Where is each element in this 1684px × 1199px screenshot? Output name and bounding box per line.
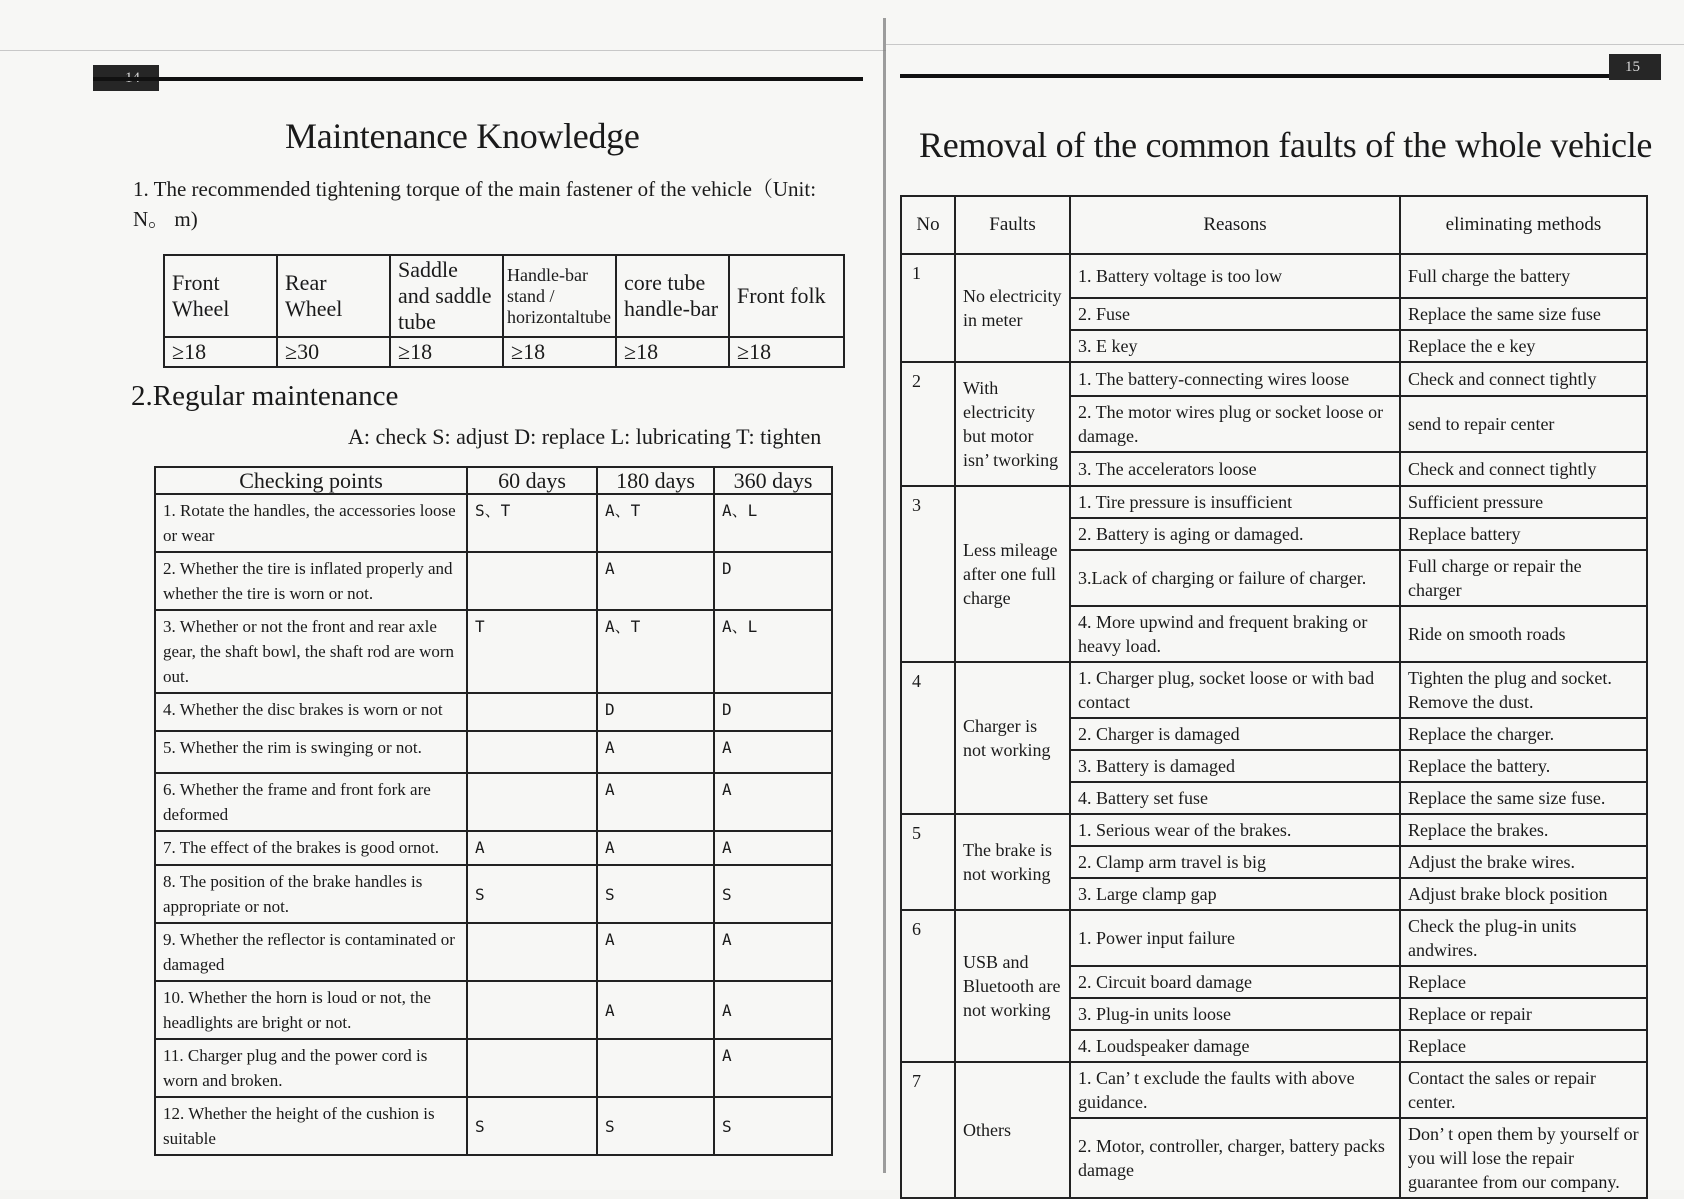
fault-method-cell: Adjust the brake wires. <box>1400 846 1647 878</box>
fault-name-cell: With electricity but motor isn’ tworking <box>955 362 1070 486</box>
torque-heading: 1. The recommended tightening torque of the main fastener of the vehicle（Unit: N。 m) <box>133 177 817 231</box>
fault-reason-cell: 3. E key <box>1070 330 1400 362</box>
faults-table-body <box>901 254 1647 1198</box>
maintenance-legend: A: check S: adjust D: replace L: lubricating T: tighten <box>348 424 822 449</box>
fault-number-cell: 3 <box>901 486 955 662</box>
fault-number-cell: 7 <box>901 1062 955 1198</box>
interval-d360-cell: A <box>714 831 832 865</box>
maintenance-table <box>154 466 833 1156</box>
fault-method-cell: Check the plug-in units andwires. <box>1400 910 1647 966</box>
interval-d180-cell: D <box>597 693 714 731</box>
page-title: Removal of the common faults of the whole vehicle <box>919 125 1653 165</box>
interval-d360-cell: S <box>714 865 832 923</box>
fault-method-cell: Sufficient pressure <box>1400 486 1647 518</box>
interval-d180-cell: S <box>597 865 714 923</box>
fault-reason-cell: 1. The battery-connecting wires loose <box>1070 362 1400 396</box>
fault-reason-cell: 3. Plug-in units loose <box>1070 998 1400 1030</box>
fault-number-cell: 6 <box>901 910 955 1062</box>
checking-point-cell: 2. Whether the tire is inflated properly and whether the tire is worn or not. <box>155 552 467 610</box>
faults-header-cell: No <box>901 196 955 254</box>
maintenance-row <box>155 923 832 981</box>
faults-header-row <box>901 196 1647 254</box>
fault-reason-cell: 1. Serious wear of the brakes. <box>1070 814 1400 846</box>
fault-method-cell: Ride on smooth roads <box>1400 606 1647 662</box>
interval-d180-cell: A、T <box>597 494 714 552</box>
torque-header-cell: core tube handle-bar <box>616 255 729 337</box>
maintenance-header-cell: 60 days <box>467 467 597 494</box>
interval-d360-cell: A、L <box>714 494 832 552</box>
maintenance-row <box>155 693 832 731</box>
interval-d60-cell <box>467 731 597 773</box>
fault-name-cell: Others <box>955 1062 1070 1198</box>
header-rule <box>900 74 1639 78</box>
checking-point-cell: 6. Whether the frame and front fork are deformed <box>155 773 467 831</box>
interval-d360-cell: A <box>714 731 832 773</box>
faults-table <box>900 195 1648 1199</box>
fault-number-cell: 4 <box>901 662 955 814</box>
fault-method-cell: Replace <box>1400 1030 1647 1062</box>
maintenance-header-row <box>155 467 832 494</box>
fault-method-cell: Contact the sales or repair center. <box>1400 1062 1647 1118</box>
fault-row <box>901 362 1647 396</box>
fault-reason-cell: 2. Battery is aging or damaged. <box>1070 518 1400 550</box>
torque-header-cell: Rear Wheel <box>277 255 390 337</box>
fault-row <box>901 254 1647 298</box>
maintenance-row <box>155 731 832 773</box>
fault-number-cell: 5 <box>901 814 955 910</box>
interval-d360-cell: A、L <box>714 610 832 693</box>
checking-point-cell: 4. Whether the disc brakes is worn or not <box>155 693 467 731</box>
fault-reason-cell: 1. Can’ t exclude the faults with above guidance. <box>1070 1062 1400 1118</box>
fault-method-cell: Full charge the battery <box>1400 254 1647 298</box>
fault-method-cell: Replace battery <box>1400 518 1647 550</box>
torque-value-cell: ≥18 <box>616 337 729 367</box>
torque-value-cell: ≥18 <box>503 337 616 367</box>
checking-point-cell: 1. Rotate the handles, the accessories loose or wear <box>155 494 467 552</box>
fault-reason-cell: 4. Loudspeaker damage <box>1070 1030 1400 1062</box>
interval-d360-cell: A <box>714 923 832 981</box>
interval-d180-cell: A <box>597 981 714 1039</box>
fault-reason-cell: 4. More upwind and frequent braking or heavy load. <box>1070 606 1400 662</box>
interval-d180-cell: A <box>597 923 714 981</box>
checking-point-cell: 12. Whether the height of the cushion is suitable <box>155 1097 467 1155</box>
faults-header-cell: Faults <box>955 196 1070 254</box>
torque-value-cell: ≥30 <box>277 337 390 367</box>
maintenance-row <box>155 865 832 923</box>
interval-d180-cell: A <box>597 731 714 773</box>
page-number-tab <box>1609 54 1661 80</box>
fault-reason-cell: 1. Tire pressure is insufficient <box>1070 486 1400 518</box>
fault-name-cell: Charger is not working <box>955 662 1070 814</box>
fault-reason-cell: 4. Battery set fuse <box>1070 782 1400 814</box>
fault-reason-cell: 2. Clamp arm travel is big <box>1070 846 1400 878</box>
fault-method-cell: Replace the brakes. <box>1400 814 1647 846</box>
interval-d60-cell: A <box>467 831 597 865</box>
fault-method-cell: Replace the charger. <box>1400 718 1647 750</box>
torque-value-row <box>164 337 844 367</box>
interval-d60-cell <box>467 552 597 610</box>
interval-d360-cell: A <box>714 773 832 831</box>
interval-d360-cell: S <box>714 1097 832 1155</box>
fault-reason-cell: 2. Charger is damaged <box>1070 718 1400 750</box>
fault-reason-cell: 3. Battery is damaged <box>1070 750 1400 782</box>
torque-value-cell: ≥18 <box>390 337 503 367</box>
maintenance-row <box>155 1039 832 1097</box>
fault-method-cell: Full charge or repair the charger <box>1400 550 1647 606</box>
maintenance-header-cell: Checking points <box>155 467 467 494</box>
torque-value-cell: ≥18 <box>729 337 844 367</box>
maintenance-row <box>155 552 832 610</box>
fault-reason-cell: 3. The accelerators loose <box>1070 452 1400 486</box>
interval-d180-cell: A <box>597 552 714 610</box>
scan-line <box>886 44 1684 45</box>
maintenance-row <box>155 1097 832 1155</box>
torque-header-cell: Saddle and saddle tube <box>390 255 503 337</box>
right-page <box>886 0 1684 1190</box>
maintenance-row <box>155 610 832 693</box>
checking-point-cell: 8. The position of the brake handles is appropriate or not. <box>155 865 467 923</box>
interval-d180-cell: S <box>597 1097 714 1155</box>
torque-header-cell: Front Wheel <box>164 255 277 337</box>
interval-d360-cell: A <box>714 981 832 1039</box>
fault-method-cell: Adjust brake block position <box>1400 878 1647 910</box>
maintenance-row <box>155 831 832 865</box>
fault-name-cell: Less mileage after one full charge <box>955 486 1070 662</box>
interval-d360-cell: D <box>714 693 832 731</box>
fault-method-cell: Check and connect tightly <box>1400 362 1647 396</box>
regular-maintenance-heading: 2.Regular maintenance <box>131 380 399 412</box>
fault-reason-cell: 3.Lack of charging or failure of charger. <box>1070 550 1400 606</box>
torque-header-cell: Handle-bar stand / horizontaltube <box>503 255 616 337</box>
fault-reason-cell: 2. The motor wires plug or socket loose or damage. <box>1070 396 1400 452</box>
interval-d180-cell: A <box>597 773 714 831</box>
torque-header-cell: Front folk <box>729 255 844 337</box>
interval-d180-cell: A、T <box>597 610 714 693</box>
checking-point-cell: 9. Whether the reflector is contaminated or damaged <box>155 923 467 981</box>
scan-line <box>0 50 886 51</box>
fault-method-cell: Replace the battery. <box>1400 750 1647 782</box>
fault-name-cell: USB and Bluetooth are not working <box>955 910 1070 1062</box>
checking-point-cell: 10. Whether the horn is loud or not, the headlights are bright or not. <box>155 981 467 1039</box>
fault-row <box>901 1062 1647 1118</box>
checking-point-cell: 3. Whether or not the front and rear axle gear, the shaft bowl, the shaft rod are worn out. <box>155 610 467 693</box>
fault-reason-cell: 1. Power input failure <box>1070 910 1400 966</box>
fault-method-cell: Don’ t open them by yourself or you will lose the repair guarantee from our company. <box>1400 1118 1647 1198</box>
interval-d360-cell: D <box>714 552 832 610</box>
page-title: Maintenance Knowledge <box>285 116 640 156</box>
maintenance-row <box>155 494 832 552</box>
fault-row <box>901 486 1647 518</box>
interval-d60-cell: S <box>467 1097 597 1155</box>
fault-reason-cell: 1. Charger plug, socket loose or with bad contact <box>1070 662 1400 718</box>
fault-row <box>901 814 1647 846</box>
fault-row <box>901 662 1647 718</box>
fault-method-cell: Replace or repair <box>1400 998 1647 1030</box>
maintenance-table-body <box>155 494 832 1155</box>
fault-method-cell: Check and connect tightly <box>1400 452 1647 486</box>
torque-header-row <box>164 255 844 337</box>
fault-method-cell: Tighten the plug and socket. Remove the dust. <box>1400 662 1647 718</box>
maintenance-header-cell: 360 days <box>714 467 832 494</box>
checking-point-cell: 5. Whether the rim is swinging or not. <box>155 731 467 773</box>
fault-method-cell: Replace the same size fuse <box>1400 298 1647 330</box>
checking-point-cell: 11. Charger plug and the power cord is worn and broken. <box>155 1039 467 1097</box>
faults-header-cell: Reasons <box>1070 196 1400 254</box>
fault-method-cell: Replace the same size fuse. <box>1400 782 1647 814</box>
torque-value-cell: ≥18 <box>164 337 277 367</box>
fault-method-cell: send to repair center <box>1400 396 1647 452</box>
interval-d60-cell: S、T <box>467 494 597 552</box>
header-rule <box>93 77 863 81</box>
interval-d60-cell <box>467 693 597 731</box>
fault-name-cell: The brake is not working <box>955 814 1070 910</box>
fault-reason-cell: 1. Battery voltage is too low <box>1070 254 1400 298</box>
interval-d60-cell: T <box>467 610 597 693</box>
interval-d60-cell <box>467 923 597 981</box>
torque-table <box>163 254 845 368</box>
fault-name-cell: No electricity in meter <box>955 254 1070 362</box>
interval-d360-cell: A <box>714 1039 832 1097</box>
fault-reason-cell: 3. Large clamp gap <box>1070 878 1400 910</box>
interval-d60-cell <box>467 981 597 1039</box>
checking-point-cell: 7. The effect of the brakes is good ornot. <box>155 831 467 865</box>
interval-d180-cell: A <box>597 831 714 865</box>
page-number: 15 <box>1625 59 1640 75</box>
maintenance-header-cell: 180 days <box>597 467 714 494</box>
fault-method-cell: Replace <box>1400 966 1647 998</box>
interval-d60-cell: S <box>467 865 597 923</box>
fault-method-cell: Replace the e key <box>1400 330 1647 362</box>
fault-reason-cell: 2. Fuse <box>1070 298 1400 330</box>
fault-reason-cell: 2. Circuit board damage <box>1070 966 1400 998</box>
fault-reason-cell: 2. Motor, controller, charger, battery packs damage <box>1070 1118 1400 1198</box>
interval-d180-cell <box>597 1039 714 1097</box>
maintenance-row <box>155 981 832 1039</box>
interval-d60-cell <box>467 773 597 831</box>
maintenance-row <box>155 773 832 831</box>
fault-row <box>901 910 1647 966</box>
fault-number-cell: 2 <box>901 362 955 486</box>
interval-d60-cell <box>467 1039 597 1097</box>
faults-header-cell: eliminating methods <box>1400 196 1647 254</box>
fault-number-cell: 1 <box>901 254 955 362</box>
